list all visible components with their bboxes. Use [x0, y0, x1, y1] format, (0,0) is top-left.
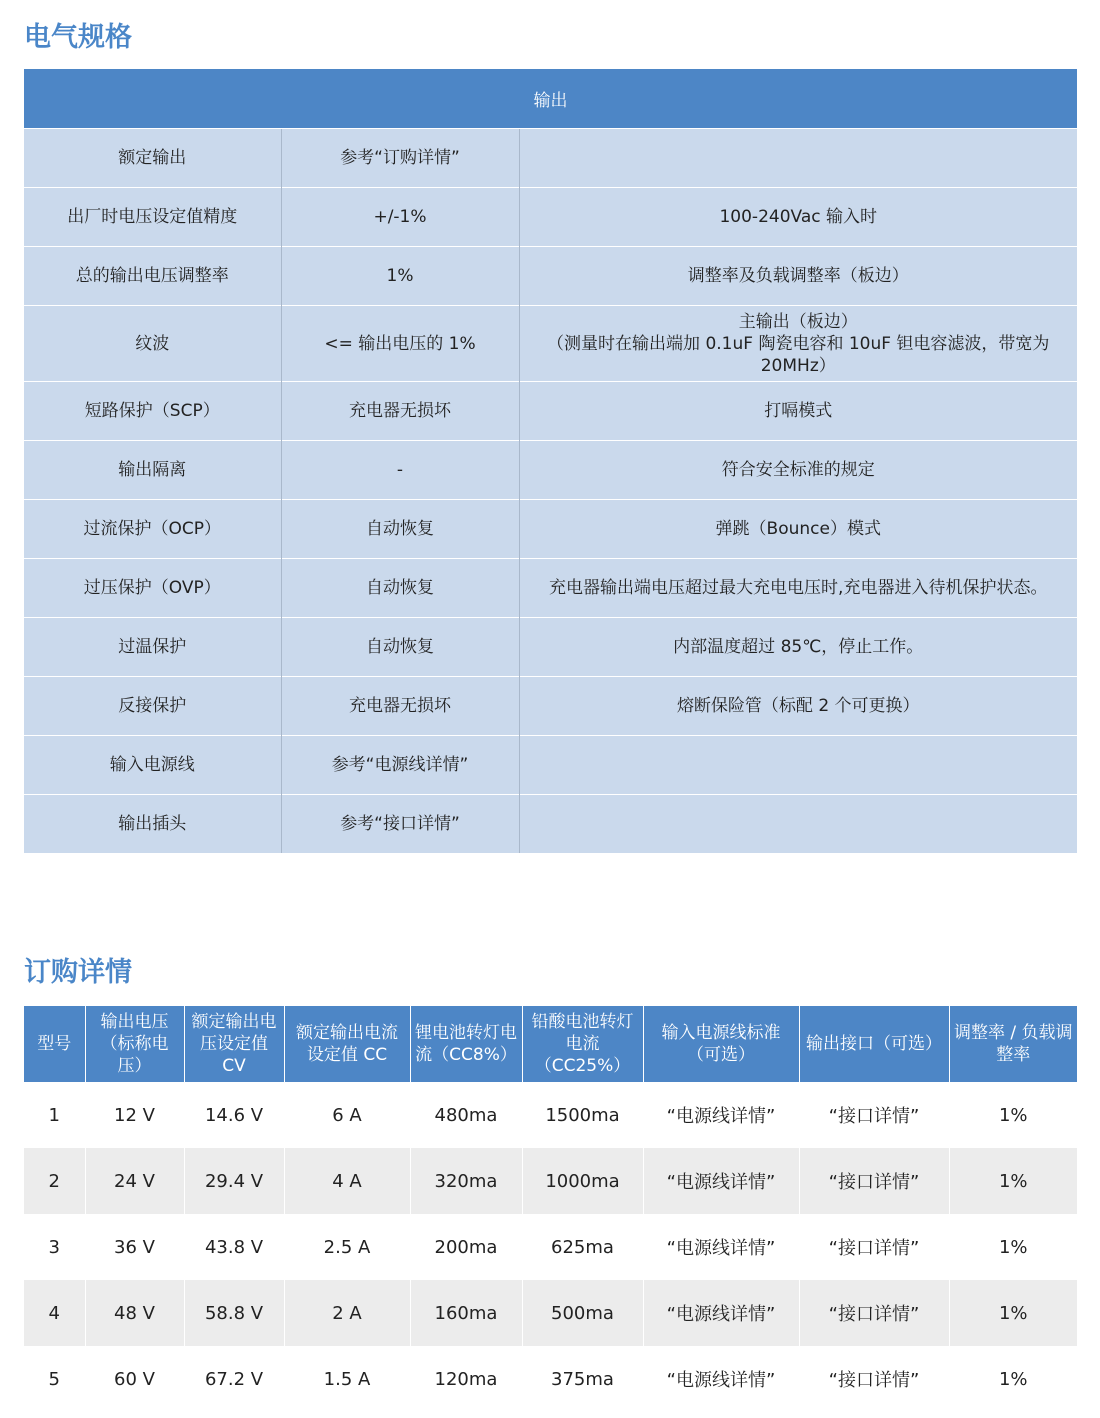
- spec-value-cell: 参考“接口详情”: [281, 795, 519, 854]
- order-column-header: 输出接口（可选）: [799, 1006, 949, 1082]
- order-cell: “接口详情”: [799, 1346, 949, 1412]
- order-cell: “电源线详情”: [643, 1346, 799, 1412]
- order-cell: 67.2 V: [184, 1346, 284, 1412]
- order-cell: 3: [24, 1214, 85, 1280]
- order-cell: 480ma: [410, 1082, 522, 1148]
- spec-note-cell: 熔断保险管（标配 2 个可更换）: [519, 677, 1077, 736]
- order-cell: “电源线详情”: [643, 1082, 799, 1148]
- electrical-spec-title: 电气规格: [24, 22, 132, 53]
- electrical-spec-table: [24, 69, 1077, 853]
- spec-row: [24, 500, 1077, 559]
- spec-item-cell: 额定输出: [24, 129, 281, 188]
- order-column-header: 额定输出电压设定值 CV: [184, 1006, 284, 1082]
- order-cell: 12 V: [85, 1082, 184, 1148]
- order-details-table: [24, 1006, 1077, 1412]
- spec-item-cell: 过流保护（OCP）: [24, 500, 281, 559]
- order-cell: 2 A: [284, 1280, 410, 1346]
- order-cell: 1.5 A: [284, 1346, 410, 1412]
- spec-value-cell: -: [281, 441, 519, 500]
- spec-row: [24, 247, 1077, 306]
- order-cell: 2: [24, 1148, 85, 1214]
- spec-item-cell: 反接保护: [24, 677, 281, 736]
- order-row: [24, 1280, 1077, 1346]
- order-cell: 1%: [949, 1148, 1077, 1214]
- order-cell: 43.8 V: [184, 1214, 284, 1280]
- spec-value-cell: 1%: [281, 247, 519, 306]
- spec-value-cell: 充电器无损坏: [281, 382, 519, 441]
- order-cell: 2.5 A: [284, 1214, 410, 1280]
- order-cell: 320ma: [410, 1148, 522, 1214]
- spec-note-cell: 内部温度超过 85℃，停止工作。: [519, 618, 1077, 677]
- spec-row: [24, 306, 1077, 382]
- spec-item-cell: 输出插头: [24, 795, 281, 854]
- spec-note-cell: 100-240Vac 输入时: [519, 188, 1077, 247]
- spec-row: [24, 559, 1077, 618]
- order-cell: 4 A: [284, 1148, 410, 1214]
- spec-item-cell: 输入电源线: [24, 736, 281, 795]
- order-column-header: 输出电压（标称电压）: [85, 1006, 184, 1082]
- spec-row: [24, 441, 1077, 500]
- order-row: [24, 1082, 1077, 1148]
- order-cell: 24 V: [85, 1148, 184, 1214]
- order-cell: 29.4 V: [184, 1148, 284, 1214]
- spec-value-cell: +/-1%: [281, 188, 519, 247]
- spec-note-cell: 调整率及负载调整率（板边）: [519, 247, 1077, 306]
- spec-value-cell: 自动恢复: [281, 618, 519, 677]
- spec-note-cell: 打嗝模式: [519, 382, 1077, 441]
- order-cell: 1%: [949, 1082, 1077, 1148]
- spec-note-cell: [519, 795, 1077, 854]
- order-cell: 1000ma: [522, 1148, 643, 1214]
- spec-value-cell: 参考“电源线详情”: [281, 736, 519, 795]
- order-cell: 14.6 V: [184, 1082, 284, 1148]
- spec-item-cell: 出厂时电压设定值精度: [24, 188, 281, 247]
- spec-note-cell: 弹跳（Bounce）模式: [519, 500, 1077, 559]
- spec-row: [24, 188, 1077, 247]
- order-cell: 4: [24, 1280, 85, 1346]
- spec-row: [24, 618, 1077, 677]
- order-row: [24, 1148, 1077, 1214]
- spec-row: [24, 129, 1077, 188]
- order-column-header: 铅酸电池转灯电流（CC25%）: [522, 1006, 643, 1082]
- order-cell: “接口详情”: [799, 1148, 949, 1214]
- spec-item-cell: 纹波: [24, 306, 281, 382]
- order-cell: “电源线详情”: [643, 1214, 799, 1280]
- spec-table-header: 输出: [24, 69, 1077, 129]
- spec-note-cell: [519, 129, 1077, 188]
- spec-row: [24, 677, 1077, 736]
- order-cell: 36 V: [85, 1214, 184, 1280]
- order-cell: 500ma: [522, 1280, 643, 1346]
- order-details-title: 订购详情: [24, 957, 132, 988]
- spec-item-cell: 总的输出电压调整率: [24, 247, 281, 306]
- spec-value-cell: 参考“订购详情”: [281, 129, 519, 188]
- order-cell: 6 A: [284, 1082, 410, 1148]
- order-cell: “电源线详情”: [643, 1280, 799, 1346]
- order-cell: 375ma: [522, 1346, 643, 1412]
- spec-item-cell: 输出隔离: [24, 441, 281, 500]
- order-row: [24, 1346, 1077, 1412]
- order-cell: 1%: [949, 1280, 1077, 1346]
- spec-item-cell: 过温保护: [24, 618, 281, 677]
- order-column-header: 调整率 / 负载调整率: [949, 1006, 1077, 1082]
- order-cell: 48 V: [85, 1280, 184, 1346]
- order-cell: 5: [24, 1346, 85, 1412]
- order-column-header: 输入电源线标准（可选）: [643, 1006, 799, 1082]
- order-column-header: 型号: [24, 1006, 85, 1082]
- spec-row: [24, 382, 1077, 441]
- order-cell: 58.8 V: [184, 1280, 284, 1346]
- spec-item-cell: 过压保护（OVP）: [24, 559, 281, 618]
- order-cell: 625ma: [522, 1214, 643, 1280]
- spec-note-cell: 主输出（板边） （测量时在输出端加 0.1uF 陶瓷电容和 10uF 钽电容滤波，带宽为 20MHz）: [519, 306, 1077, 382]
- spec-row: [24, 736, 1077, 795]
- spec-note-cell: [519, 736, 1077, 795]
- spec-value-cell: 自动恢复: [281, 500, 519, 559]
- spec-note-cell: 符合安全标准的规定: [519, 441, 1077, 500]
- spec-item-cell: 短路保护（SCP）: [24, 382, 281, 441]
- order-column-header: 额定输出电流设定值 CC: [284, 1006, 410, 1082]
- order-cell: 160ma: [410, 1280, 522, 1346]
- order-cell: “接口详情”: [799, 1082, 949, 1148]
- order-cell: “接口详情”: [799, 1214, 949, 1280]
- spec-row: [24, 795, 1077, 854]
- order-column-header: 锂电池转灯电流（CC8%）: [410, 1006, 522, 1082]
- order-cell: “接口详情”: [799, 1280, 949, 1346]
- spec-value-cell: <= 输出电压的 1%: [281, 306, 519, 382]
- spec-value-cell: 自动恢复: [281, 559, 519, 618]
- order-cell: 1%: [949, 1214, 1077, 1280]
- spec-value-cell: 充电器无损坏: [281, 677, 519, 736]
- order-cell: 120ma: [410, 1346, 522, 1412]
- order-row: [24, 1214, 1077, 1280]
- order-cell: 1%: [949, 1346, 1077, 1412]
- order-cell: “电源线详情”: [643, 1148, 799, 1214]
- order-cell: 60 V: [85, 1346, 184, 1412]
- order-cell: 1500ma: [522, 1082, 643, 1148]
- order-cell: 1: [24, 1082, 85, 1148]
- order-cell: 200ma: [410, 1214, 522, 1280]
- spec-note-cell: 充电器输出端电压超过最大充电电压时,充电器进入待机保护状态。: [519, 559, 1077, 618]
